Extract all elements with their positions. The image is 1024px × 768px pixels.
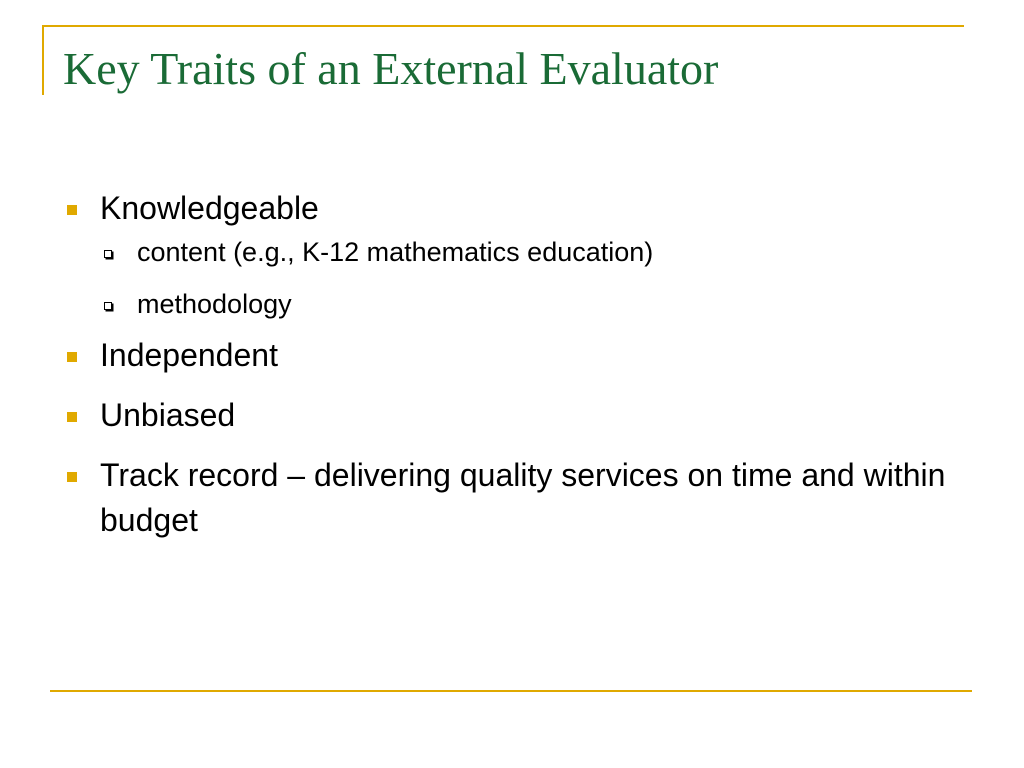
sub-bullet-text: methodology bbox=[137, 289, 292, 319]
bullet-text: Independent bbox=[100, 337, 278, 373]
square-bullet-icon bbox=[67, 205, 77, 215]
bullet-text: Knowledgeable bbox=[100, 190, 319, 226]
bullet-item-unbiased bbox=[63, 393, 963, 438]
bullet-text: Unbiased bbox=[100, 397, 236, 433]
sub-bullet-item-content bbox=[100, 234, 963, 271]
square-bullet-icon bbox=[67, 412, 77, 422]
sub-bullet-list bbox=[100, 234, 963, 323]
slide-title: Key Traits of an External Evaluator bbox=[63, 43, 719, 94]
bullet-item-independent bbox=[63, 333, 963, 378]
frame-bottom-line bbox=[50, 690, 972, 692]
frame-left-line bbox=[42, 25, 44, 95]
square-bullet-icon bbox=[67, 352, 77, 362]
hollow-square-bullet-icon bbox=[104, 302, 112, 310]
square-bullet-icon bbox=[67, 472, 77, 482]
bullet-content bbox=[63, 186, 963, 558]
bullet-list bbox=[63, 186, 963, 543]
sub-bullet-text: content (e.g., K-12 mathematics education) bbox=[137, 237, 654, 267]
hollow-square-bullet-icon bbox=[104, 250, 112, 258]
bullet-item-knowledgeable bbox=[63, 186, 963, 323]
sub-bullet-item-methodology bbox=[100, 286, 963, 323]
bullet-item-track-record bbox=[63, 453, 963, 543]
bullet-text: Track record – delivering quality services on time and within budget bbox=[100, 457, 946, 538]
frame-top-line bbox=[42, 25, 964, 27]
